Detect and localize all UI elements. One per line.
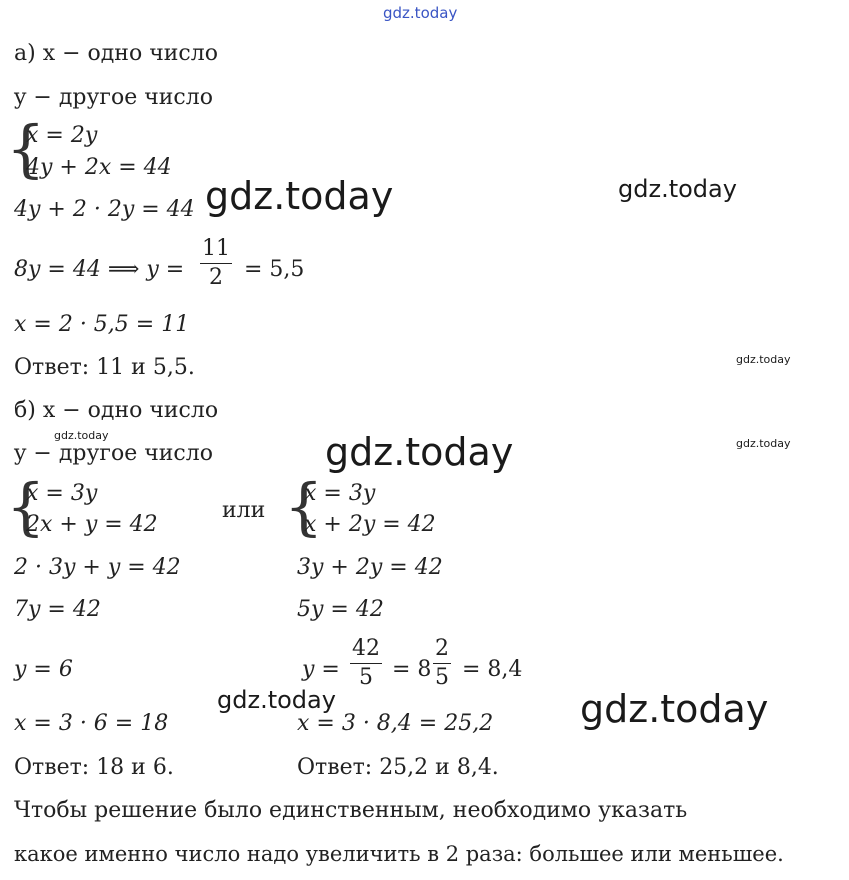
system-brace: { <box>284 470 324 543</box>
watermark: gdz.today <box>54 429 109 442</box>
part-a-line-4-post: = 5,5 <box>244 257 305 282</box>
watermark: gdz.today <box>736 437 791 450</box>
part-b-left-step-3: y = 6 <box>14 657 73 682</box>
watermark: gdz.today <box>325 430 514 474</box>
part-b-right-system-eq-1: x = 3y <box>304 481 376 506</box>
part-b-right-step-4: x = 3 · 8,4 = 25,2 <box>297 711 494 736</box>
part-a-line-4-pre: 8y = 44 ⟹ y = <box>14 257 185 282</box>
conclusion-line-1: Чтобы решение было единственным, необходимо указать <box>14 798 688 823</box>
part-b-right-system-eq-2: x + 2y = 42 <box>304 512 436 537</box>
part-b-right-step-3-post: = 8,4 <box>462 657 523 682</box>
part-a-fraction <box>200 237 232 290</box>
watermark: gdz.today <box>618 175 737 203</box>
fraction-numerator: 2 <box>433 637 451 664</box>
watermark: gdz.today <box>217 686 336 714</box>
watermark: gdz.today <box>383 4 458 22</box>
part-b-left-answer: Ответ: 18 и 6. <box>14 755 174 780</box>
part-a-system-eq-2: 4y + 2x = 44 <box>26 155 172 180</box>
part-a-answer: Ответ: 11 и 5,5. <box>14 355 195 380</box>
part-a-line-1: а) x − одно число <box>14 41 218 66</box>
part-b-left-step-2: 7y = 42 <box>14 597 101 622</box>
fraction-numerator: 42 <box>350 637 382 664</box>
part-b-right-answer: Ответ: 25,2 и 8,4. <box>297 755 499 780</box>
part-b-line-2: y − другое число <box>14 441 213 466</box>
watermark: gdz.today <box>580 687 769 731</box>
part-b-right-step-1: 3y + 2y = 42 <box>297 555 443 580</box>
or-label: или <box>222 498 266 523</box>
system-brace: { <box>6 470 46 543</box>
part-b-line-1: б) x − одно число <box>14 398 219 423</box>
part-b-right-step-3-pre: y = <box>302 657 340 682</box>
part-b-right-step-2: 5y = 42 <box>297 597 384 622</box>
fraction-denominator: 5 <box>435 665 449 690</box>
watermark: gdz.today <box>736 353 791 366</box>
conclusion-line-2: какое именно число надо увеличить в 2 раза: большее или меньшее. <box>14 842 784 866</box>
fraction-denominator: 2 <box>209 265 223 290</box>
part-a-line-2: y − другое число <box>14 85 213 110</box>
part-b-right-step-3-mid: = 8 <box>392 657 432 682</box>
part-b-left-step-1: 2 · 3y + y = 42 <box>14 555 181 580</box>
part-b-fraction-1 <box>350 637 382 690</box>
part-a-line-5: x = 2 · 5,5 = 11 <box>14 312 190 337</box>
part-a-line-3: 4y + 2 · 2y = 44 <box>14 197 195 222</box>
part-a-system-eq-1: x = 2y <box>26 123 98 148</box>
part-b-left-step-4: x = 3 · 6 = 18 <box>14 711 169 736</box>
fraction-denominator: 5 <box>359 665 373 690</box>
system-brace: { <box>6 112 46 185</box>
part-b-left-system-eq-1: x = 3y <box>26 481 98 506</box>
part-b-fraction-2 <box>433 637 451 690</box>
part-b-left-system-eq-2: 2x + y = 42 <box>26 512 158 537</box>
watermark: gdz.today <box>205 174 394 218</box>
fraction-numerator: 11 <box>200 237 232 264</box>
